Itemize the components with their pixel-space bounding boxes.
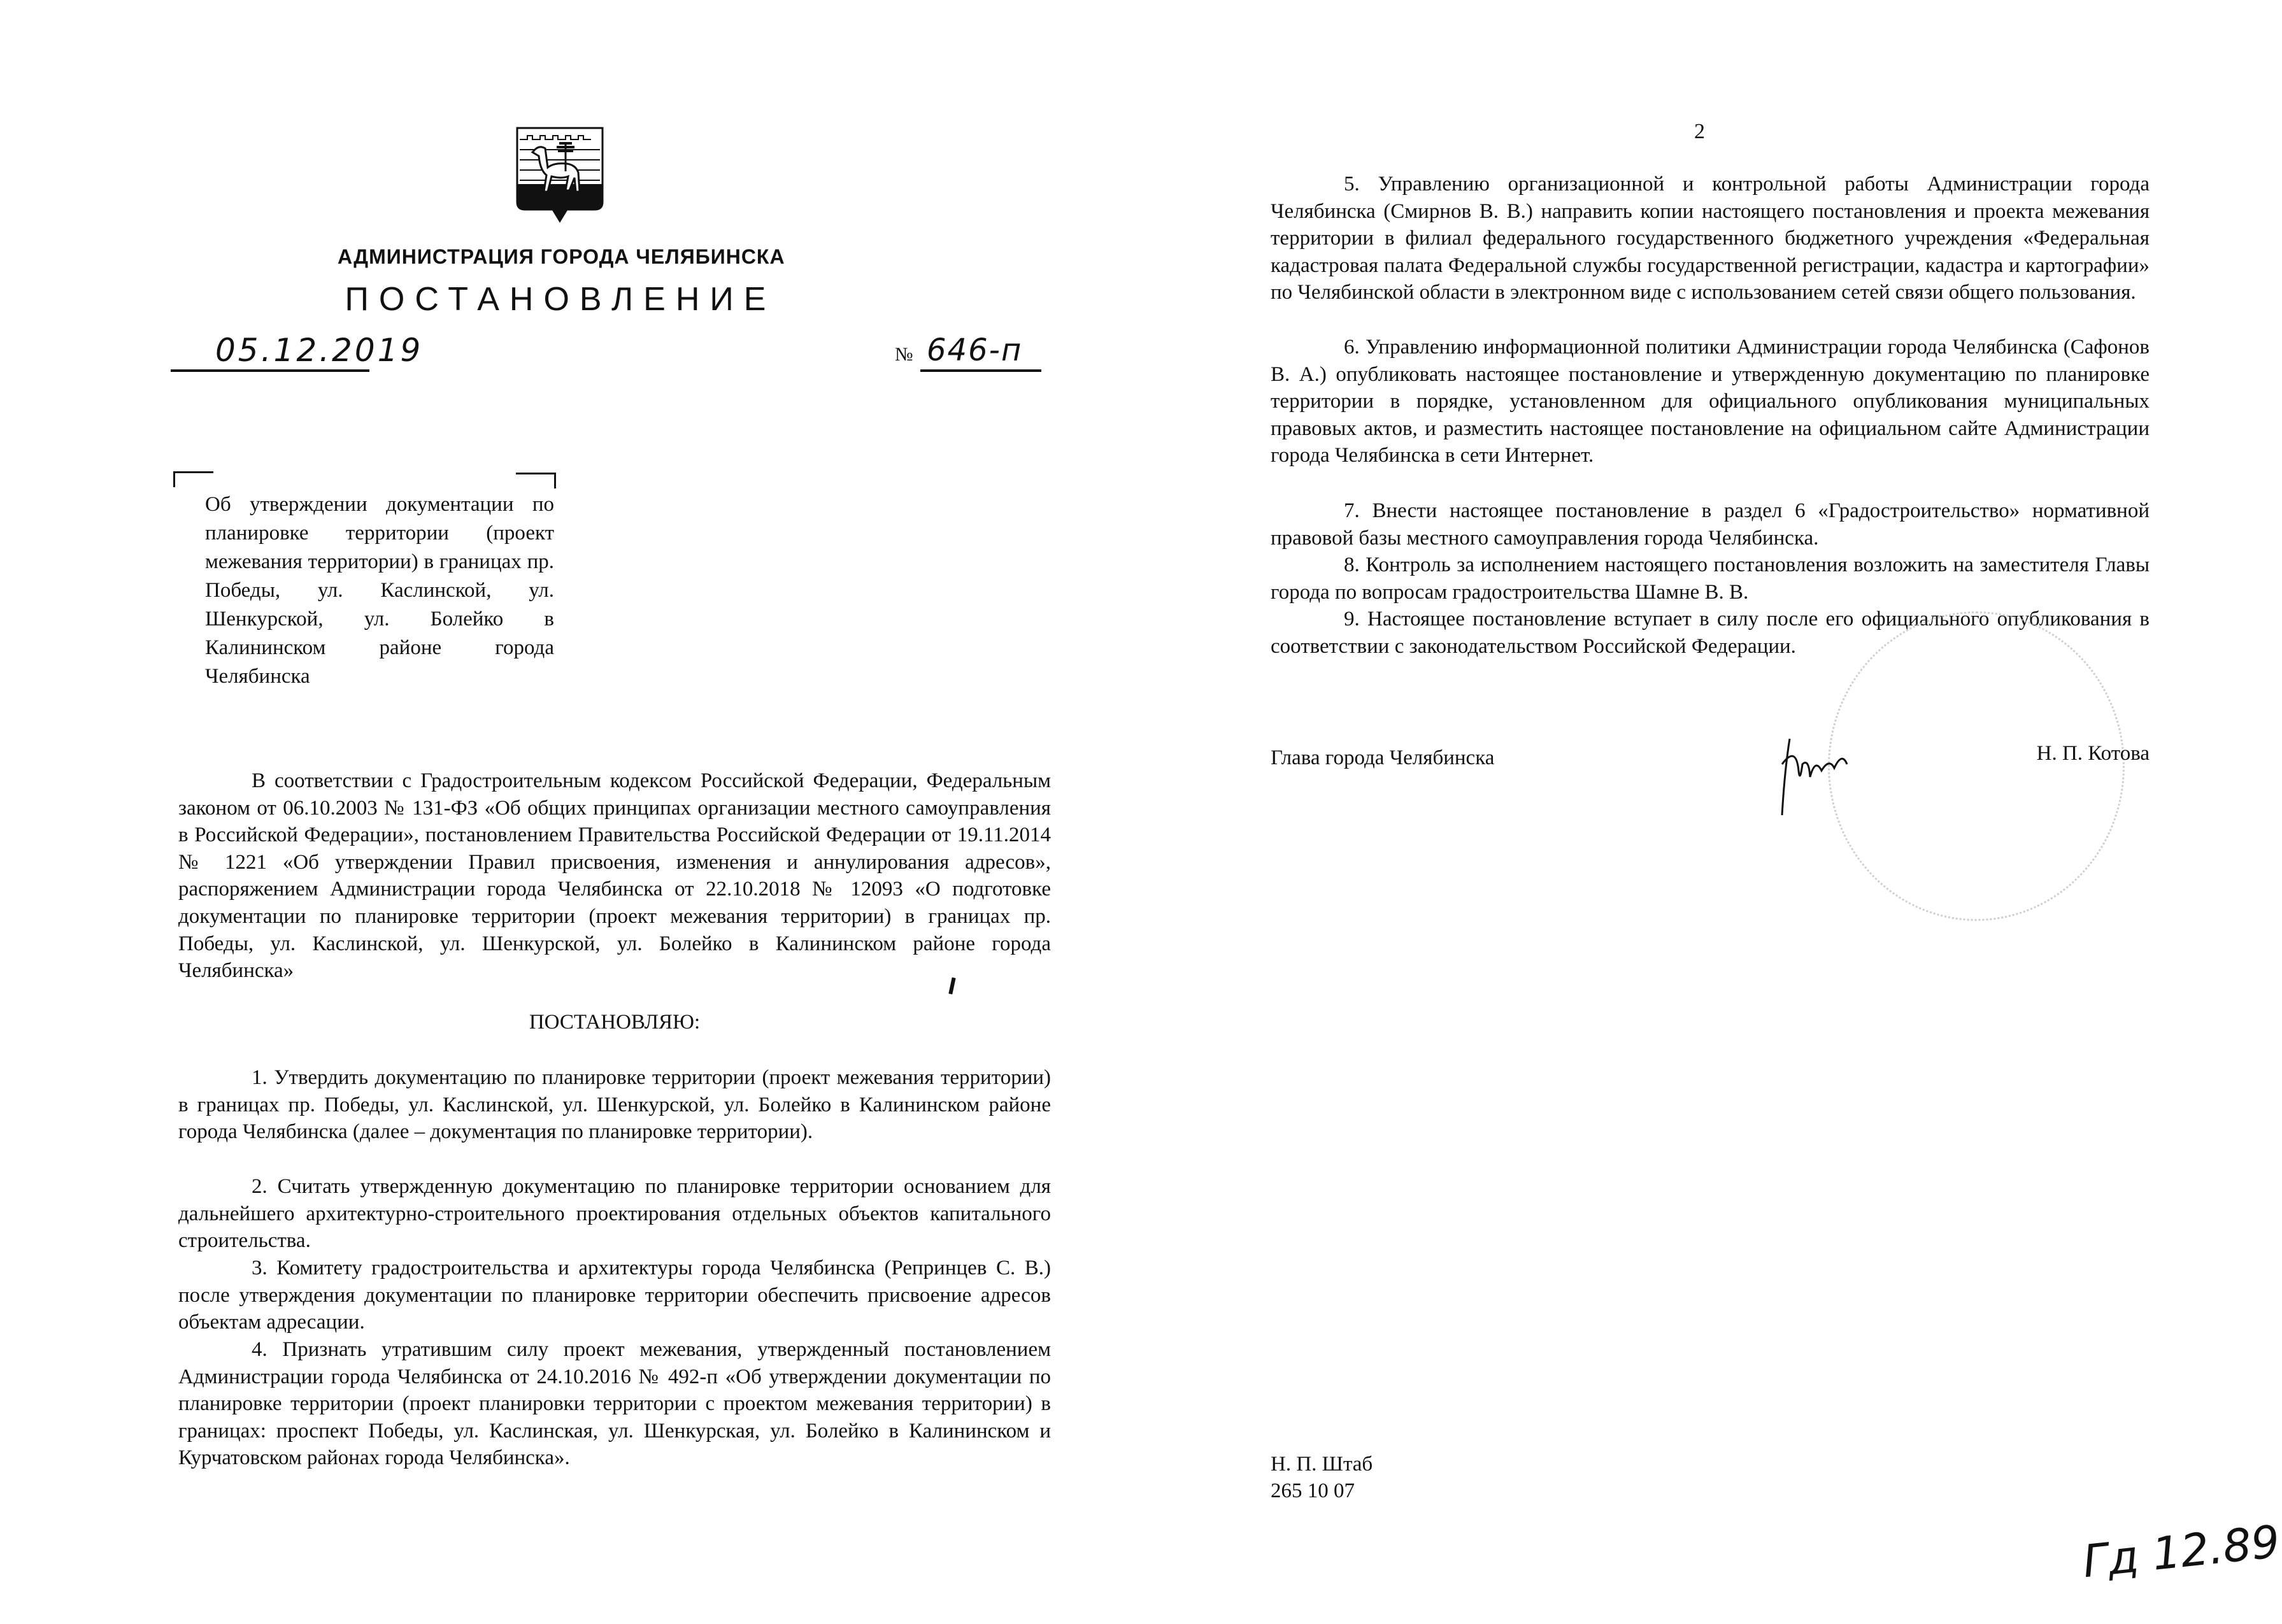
document-date: 05.12.2019 xyxy=(171,331,369,372)
item-4: 4. Признать утратившим силу проект межевания, утвержденный постановлением Администрации города Челябинска от 24.10.2016 № 492-п «Об утверждении документации по планировке территории (проект планировки территории с проектом межевания территории) в границах: проспект Победы, ул. Каслинская, ул. Шенкурская, ул. Болейко в Калининском и Курчатовском районах города Челябинска». xyxy=(178,1338,1051,1470)
resolve-heading: ПОСТАНОВЛЯЮ: xyxy=(529,1011,701,1034)
organization-name: АДМИНИСТРАЦИЯ ГОРОДА ЧЕЛЯБИНСКА xyxy=(338,245,785,268)
item-2: 2. Считать утвержденную документацию по планировке территории основанием для дальнейшего архитектурно-строительного проектирования отдельных объектов капитального строительства. xyxy=(178,1175,1051,1253)
document-subject: Об утверждении документации по планировке территории (проект межевания территории) в границах пр. Победы, ул. Каслинской, ул. Шенкурской, ул. Болейко в Калининском районе города Челябинска xyxy=(205,493,554,688)
signatory-title: Глава города Челябинска xyxy=(1271,746,1495,769)
number-label: № xyxy=(895,344,913,365)
item-6: 6. Управлению информационной политики Администрации города Челябинска (Сафонов В. А.) опубликовать настоящее постановление и утвержденную документацию по планировке территории в порядке, установленном для официального опубликования муниципальных правовых актов, и разместить настоящее постановление на официальном сайте Администрации города Челябинска в сети Интернет. xyxy=(1271,336,2150,467)
signature-icon xyxy=(1771,726,1898,822)
item-1: 1. Утвердить документацию по планировке территории (проект межевания территории) в границах пр. Победы, ул. Каслинской, ул. Шенкурской, ул. Болейко в Калининском районе города Челябинска (далее – документация по планировке территории). xyxy=(178,1066,1051,1144)
preamble-paragraph: В соответствии с Градостроительным кодексом Российской Федерации, Федеральным законом от 06.10.2003 № 131-ФЗ «Об общих принципах организации местного самоуправления в Российской Федерации», постановлением Правительства Российской Федерации от 19.11.2014 № 1221 «Об утверждении Правил присвоения, изменения и аннулирования адресов», распоряжением Администрации города Челябинска от 22.10.2018 № 12093 «О подготовке документации по планировке территории (проект межевания территории) в границах пр. Победы, ул. Каслинской, ул. Шенкурской, ул. Болейко в Калининском районе города Челябинска» xyxy=(178,769,1051,983)
item-8: 8. Контроль за исполнением настоящего постановления возложить на заместителя Главы города по вопросам градостроительства Шамне В. В. xyxy=(1271,553,2150,604)
page-number: 2 xyxy=(1694,120,1705,143)
executor-block xyxy=(1271,1451,1373,1504)
city-coat-of-arms-icon xyxy=(515,125,605,222)
subject-bracket-left xyxy=(173,471,213,487)
document-type-title: ПОСТАНОВЛЕНИЕ xyxy=(345,281,776,318)
executor-phone: 265 10 07 xyxy=(1271,1479,1355,1502)
document-number: 646-п xyxy=(920,331,1041,372)
item-3: 3. Комитету градостроительства и архитектуры города Челябинска (Репринцев С. В.) после утверждения документации по планировке территории обеспечить присвоение адресов объектам адресации. xyxy=(178,1257,1051,1334)
item-9: 9. Настоящее постановление вступает в силу после его официального опубликования в соответствии с законодательством Российской Федерации. xyxy=(1271,608,2150,658)
executor-name: Н. П. Штаб xyxy=(1271,1453,1373,1476)
signatory-name: Н. П. Котова xyxy=(2036,742,2150,765)
item-5: 5. Управлению организационной и контрольной работы Администрации города Челябинска (Смирнов В. В.) направить копии настоящего постановления и проекта межевания территории в филиал федерального государственного бюджетного учреждения «Федеральная кадастровая палата Федеральной службы государственной регистрации, кадастра и картографии» по Челябинской области в электронном виде с использованием сетей связи общего пользования. xyxy=(1271,173,2150,304)
archive-note: Гд 12.89 xyxy=(2080,1515,2282,1588)
item-7: 7. Внести настоящее постановление в раздел 6 «Градостроительство» нормативной правовой базы местного самоуправления города Челябинска. xyxy=(1271,499,2150,550)
subject-bracket-right xyxy=(516,473,556,488)
